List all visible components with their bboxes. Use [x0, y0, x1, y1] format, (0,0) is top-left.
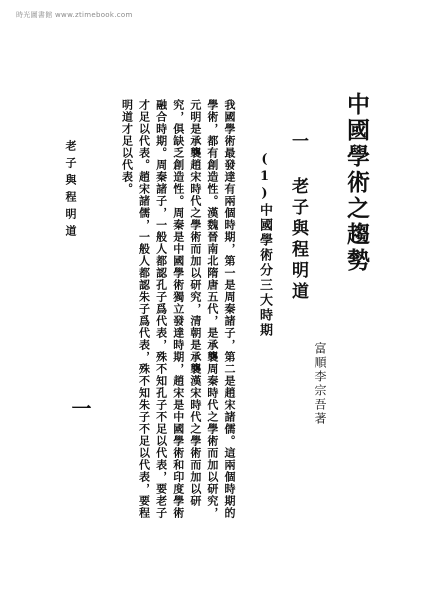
margin-running-title: 老子與程明道 [64, 140, 77, 242]
page-number: 一 [68, 398, 92, 418]
site-watermark: 時光圖書館 www.ztimebook.com [16, 11, 133, 19]
section-heading: 一 老子與程明道 [288, 132, 308, 303]
body-text [55, 99, 238, 519]
chapter-title: 中國學術之趨勢 [343, 92, 370, 274]
body-paragraph: 我國學術最發達有兩個時期，第一是周秦諸子，第二是趙宋諸儒。這兩個時期的學術，都有創造性。漢魏晉南北隋唐五代，是承襲周秦時代之學術而加以研究，元明是承襲趙宋時代之學術而加以研究，清朝是承襲漢宋時代之學術而加以研究，俱缺乏創造性。周秦是中國學術獨立發達時期，趙宋是中國學術和印度學術融合時期。周秦諸子，一般人都認孔子爲代表，殊不知孔子不足以代表，要老子才足以代表。趙宋諸儒，一般人都認朱子爲代表，殊不知朱子不足以代表，要程明道才足以代表。 [120, 99, 236, 519]
author-byline: 富順李宗吾著 [313, 342, 327, 426]
subsection-heading: (1)中國學術分三大時期 [257, 152, 272, 338]
